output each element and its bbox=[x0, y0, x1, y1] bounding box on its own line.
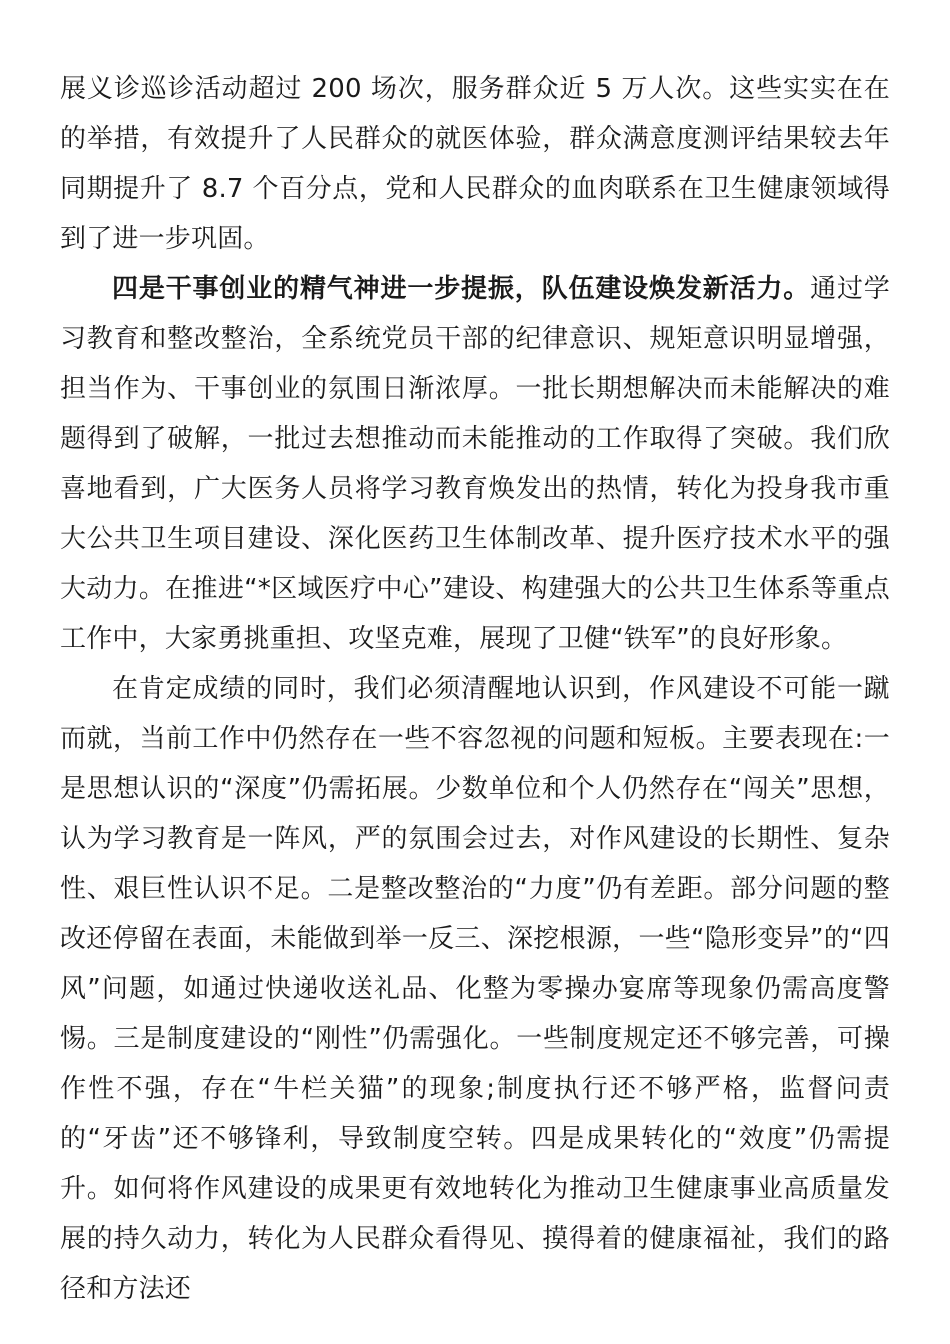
paragraph-3-text: 在肯定成绩的同时，我们必须清醒地认识到，作风建设不可能一蹴而就，当前工作中仍然存在一些不容忽视的问题和短板。主要表现在:一是思想认识的“深度”仍需拓展。少数单位和个人仍然存在“闯关”思想，认为学习教育是一阵风，严的氛围会过去，对作风建设的长期性、复杂性、艰巨性认识不足。二是整改整治的“力度”仍有差距。部分问题的整改还停留在表面，未能做到举一反三、深挖根源，一些“隐形变异”的“四风”问题，如通过快递收送礼品、化整为零操办宴席等现象仍需高度警惕。三是制度建设的“刚性”仍需强化。一些制度规定还不够完善，可操作性不强，存在“牛栏关猫”的现象;制度执行还不够严格，监督问责的“牙齿”还不够锋利，导致制度空转。四是成果转化的“效度”仍需提升。如何将作风建设的成果更有效地转化为推动卫生健康事业高质量发展的持久动力，转化为人民群众看得见、摸得着的健康福祉，我们的路径和方法还 bbox=[60, 674, 890, 1304]
document-page bbox=[60, 64, 890, 1314]
paragraph-2 bbox=[60, 264, 890, 664]
paragraph-1-text: 展义诊巡诊活动超过 200 场次，服务群众近 5 万人次。这些实实在在的举措，有效提升了人民群众的就医体验，群众满意度测评结果较去年同期提升了 8.7 个百分点，党和人民群众的血肉联系在卫生健康领域得到了进一步巩固。 bbox=[60, 74, 890, 254]
paragraph-2-lead: 四是干事创业的精气神进一步提振，队伍建设焕发新活力。 bbox=[112, 274, 811, 304]
paragraph-3 bbox=[60, 664, 890, 1314]
paragraph-2-text: 通过学习教育和整改整治，全系统党员干部的纪律意识、规矩意识明显增强，担当作为、干事创业的氛围日渐浓厚。一批长期想解决而未能解决的难题得到了破解，一批过去想推动而未能推动的工作取得了突破。我们欣喜地看到，广大医务人员将学习教育焕发出的热情，转化为投身我市重大公共卫生项目建设、深化医药卫生体制改革、提升医疗技术水平的强大动力。在推进“*区域医疗中心”建设、构建强大的公共卫生体系等重点工作中，大家勇挑重担、攻坚克难，展现了卫健“铁军”的良好形象。 bbox=[60, 274, 890, 654]
paragraph-1 bbox=[60, 64, 890, 264]
